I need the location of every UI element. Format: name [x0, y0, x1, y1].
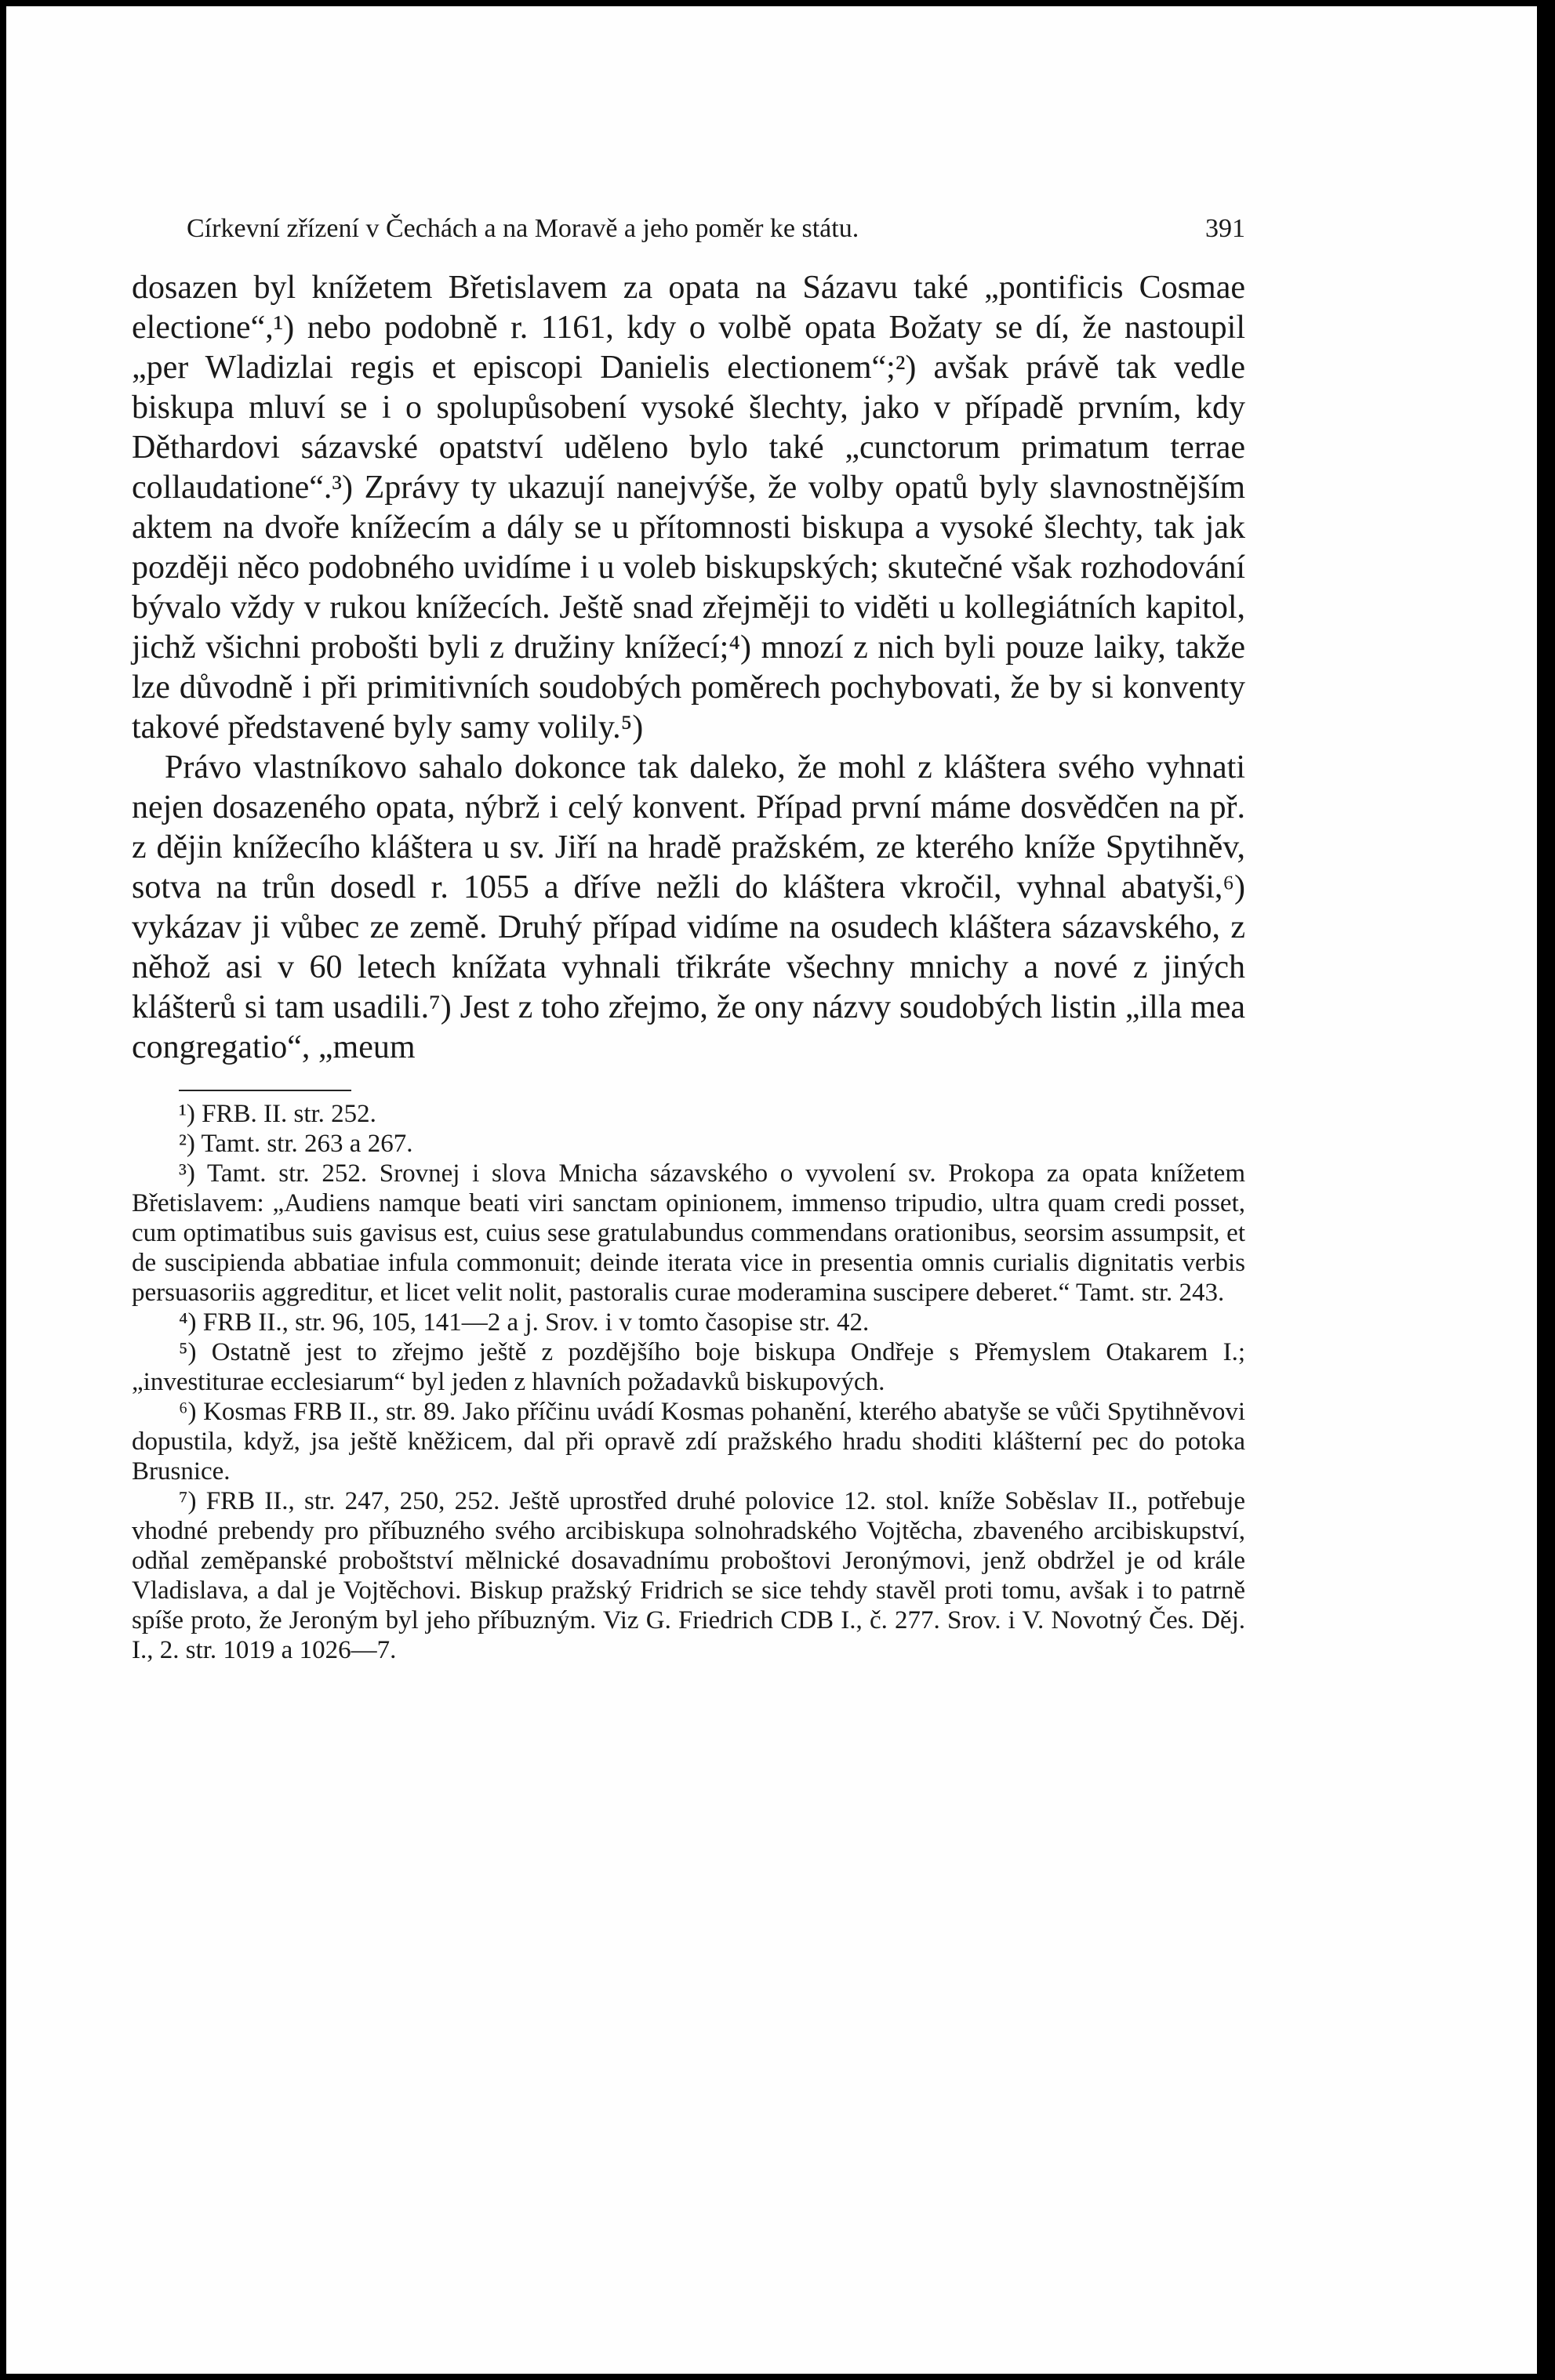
page [6, 6, 1537, 2374]
footnote: ²) Tamt. str. 263 a 267. [179, 1130, 413, 1158]
footnote: ⁴) FRB II., str. 96, 105, 141—2 a j. Srov. i v tomto časopise str. 42. [179, 1308, 870, 1337]
footnote: ¹) FRB. II. str. 252. [179, 1100, 376, 1128]
running-header [187, 210, 1245, 248]
header-title: Církevní zřízení v Čechách a na Moravě a jeho poměr ke státu. [187, 214, 859, 243]
footnote: ³) Tamt. str. 252. Srovnej i slova Mnicha sázavského o vyvolení sv. Prokopa za opata knížetem Břetislavem: „Audiens namque beati viri sanctam opinionem, immenso tripudio, ultra quam credi posset, cum optimatibus suis gavisus est, cuius sese gratulabundus commendans orationibus, seorsim assumpsit, et de suscipienda abbatiae infula commonuit; deinde iterata vice in presentia omnis curialis dignitatis verbis persuasoriis aggreditur, et licet velit nolit, pastoralis curae moderamina suscipere deberet.“ Tamt. str. 243. [132, 1159, 1245, 1307]
footnote: ⁵) Ostatně jest to zřejmo ještě z pozdějšího boje biskupa Ondřeje s Přemyslem Otakarem I.; „investiturae ecclesiarum“ byl jeden z hlavních požadavků biskupových. [132, 1338, 1245, 1396]
footnote: ⁶) Kosmas FRB II., str. 89. Jako příčinu uvádí Kosmas pohanění, kterého abatyše se vůči Spytihněvovi dopustila, když, jsa ještě kněžicem, dal při opravě zdí pražského hradu shoditi klášterní pec do potoka Brusnice. [132, 1398, 1245, 1486]
footnotes [132, 1099, 1245, 1665]
footnote: ⁷) FRB II., str. 247, 250, 252. Ještě uprostřed druhé polovice 12. stol. kníže Soběslav II., potřebuje vhodné prebendy pro příbuzného svého arcibiskupa solnohradského Vojtěcha, zbaveného arcibiskupství, odňal zeměpanské proboštství mělnické dosavadnímu proboštovi Jeronýmovi, jenž obdržel je od krále Vladislava, a dal je Vojtěchovi. Biskup pražský Fridrich se sice tehdy stavěl proti tomu, avšak i to patrně spíše proto, že Jeroným byl jeho příbuzným. Viz G. Friedrich CDB I., č. 277. Srov. i V. Novotný Čes. Děj. I., 2. str. 1019 a 1026—7. [132, 1487, 1245, 1664]
page-content [132, 210, 1245, 1665]
footnote-divider [179, 1090, 351, 1091]
main-text [132, 268, 1245, 1068]
page-number: 391 [1205, 214, 1245, 243]
paragraph: dosazen byl knížetem Břetislavem za opata na Sázavu také „pontificis Cosmae electione“,¹) nebo podobně r. 1161, kdy o volbě opata Božaty se dí, že nastoupil „per Wladizlai regis et episcopi Danielis electionem“;²) avšak právě tak vedle biskupa mluví se i o spolupůsobení vysoké šlechty, jako v případě prvním, kdy Děthardovi sázavské opatství uděleno bylo také „cunctorum primatum terrae collaudatione“.³) Zprávy ty ukazují nanejvýše, že volby opatů byly slavnostnějším aktem na dvoře knížecím a dály se u přítomnosti biskupa a vysoké šlechty, tak jak později něco podobného uvidíme i u voleb biskupských; skutečné však rozhodování bývalo vždy v rukou knížecích. Ještě snad zřejměji to viděti u kollegiátních kapitol, jichž všichni probošti byli z družiny knížecí;⁴) mnozí z nich byli pouze laiky, takže lze důvodně i při primitivních soudobých poměrech pochybovati, že by si konventy takové představené byly samy volily.⁵) [132, 270, 1245, 746]
paragraph: Právo vlastníkovo sahalo dokonce tak daleko, že mohl z kláštera svého vyhnati nejen dosazeného opata, nýbrž i celý konvent. Případ první máme dosvědčen na př. z dějin knížecího kláštera u sv. Jiří na hradě pražském, ze kterého kníže Spytihněv, sotva na trůn dosedl r. 1055 a dříve nežli do kláštera vkročil, vyhnal abatyši,⁶) vykázav ji vůbec ze země. Druhý případ vidíme na osudech kláštera sázavského, z něhož asi v 60 letech knížata vyhnali třikráte všechny mnichy a nové z jiných klášterů si tam usadili.⁷) Jest z toho zřejmo, že ony názvy soudobých listin „illa mea congregatio“, „meum [132, 749, 1245, 1065]
